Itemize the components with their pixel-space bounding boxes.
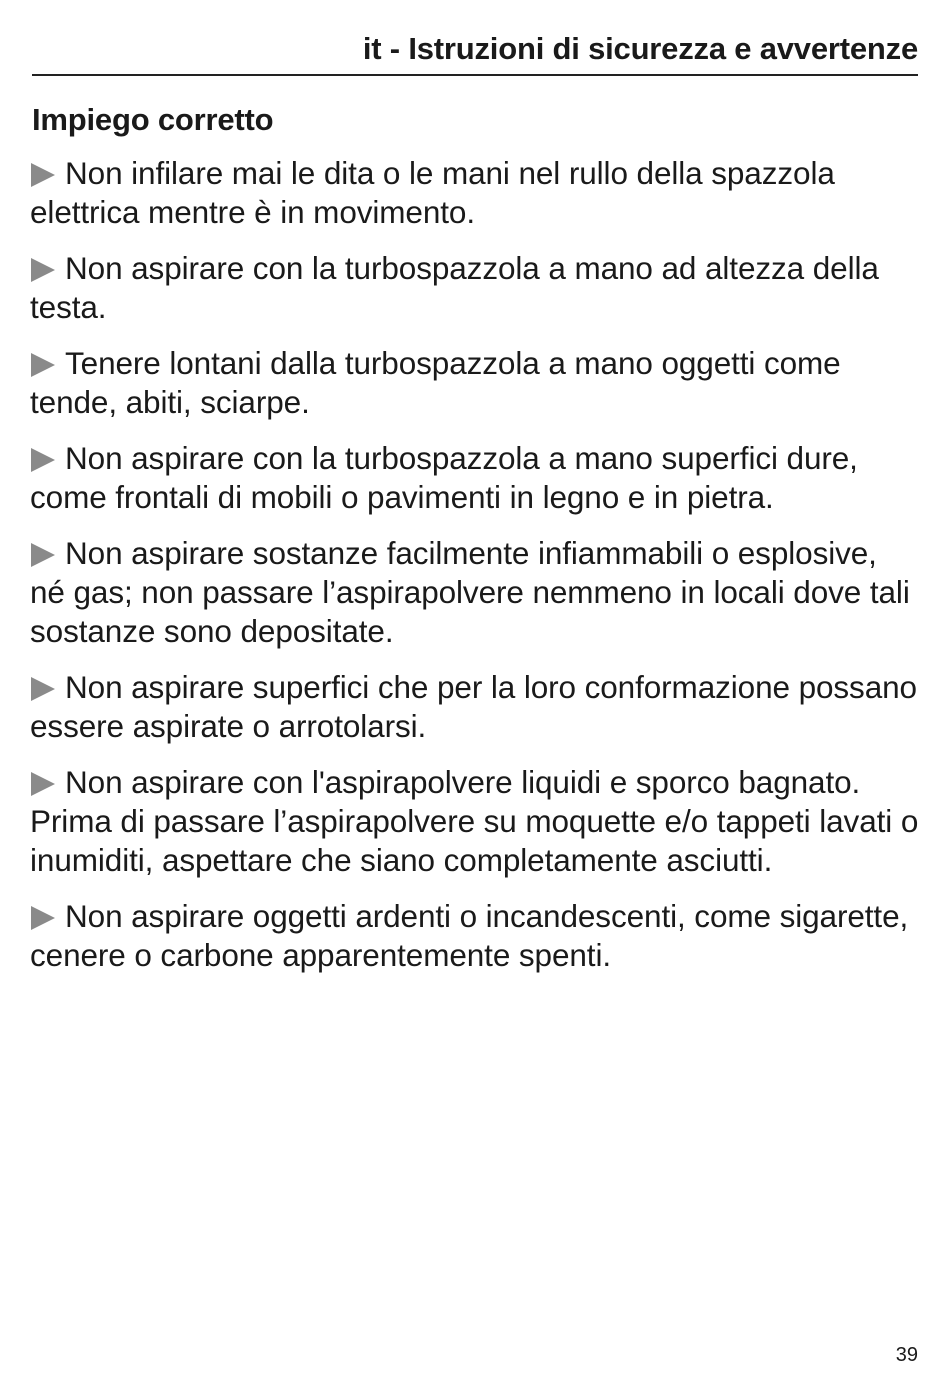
list-item: [30, 439, 920, 517]
list-item: [30, 897, 920, 975]
triangle-bullet-icon: [31, 353, 55, 377]
header-title: it - Istruzioni di sicurezza e avvertenze: [362, 31, 918, 66]
list-item: [30, 534, 920, 651]
safety-instructions-list: [30, 154, 920, 992]
list-item: [30, 344, 920, 422]
page-number: 39: [895, 1344, 918, 1366]
list-item-text: Non aspirare sostanze facilmente infiammabili o esplosive, né gas; non passare l’aspirapolvere nemmeno in locali dove tali sostanze sono depositate.: [30, 535, 910, 649]
list-item-text: Non aspirare con la turbospazzola a mano ad altezza della testa.: [30, 250, 879, 325]
triangle-bullet-icon: [31, 677, 55, 701]
triangle-bullet-icon: [31, 258, 55, 282]
triangle-bullet-icon: [31, 906, 55, 930]
triangle-bullet-icon: [31, 448, 55, 472]
list-item: [30, 668, 920, 746]
page-header: [32, 28, 918, 76]
list-item-text: Non aspirare superfici che per la loro conformazione possano essere aspirate o arrotolarsi.: [30, 669, 917, 744]
list-item: [30, 763, 920, 880]
list-item: [30, 249, 920, 327]
list-item-text: Non aspirare oggetti ardenti o incandescenti, come sigarette, cenere o carbone apparentemente spenti.: [30, 898, 909, 973]
list-item-text: Non aspirare con la turbospazzola a mano superfici dure, come frontali di mobili o pavimenti in legno e in pietra.: [30, 440, 858, 515]
list-item-text: Tenere lontani dalla turbospazzola a mano oggetti come tende, abiti, sciarpe.: [30, 345, 841, 420]
triangle-bullet-icon: [31, 543, 55, 567]
section-title: Impiego corretto: [32, 102, 274, 137]
list-item-text: Non aspirare con l'aspirapolvere liquidi e sporco bagnato. Prima di passare l’aspirapolvere su moquette e/o tappeti lavati o inumiditi, aspettare che siano completamente asciutti.: [30, 764, 919, 878]
list-item: [30, 154, 920, 232]
triangle-bullet-icon: [31, 163, 55, 187]
list-item-text: Non infilare mai le dita o le mani nel rullo della spazzola elettrica mentre è in movimento.: [30, 155, 835, 230]
triangle-bullet-icon: [31, 772, 55, 796]
